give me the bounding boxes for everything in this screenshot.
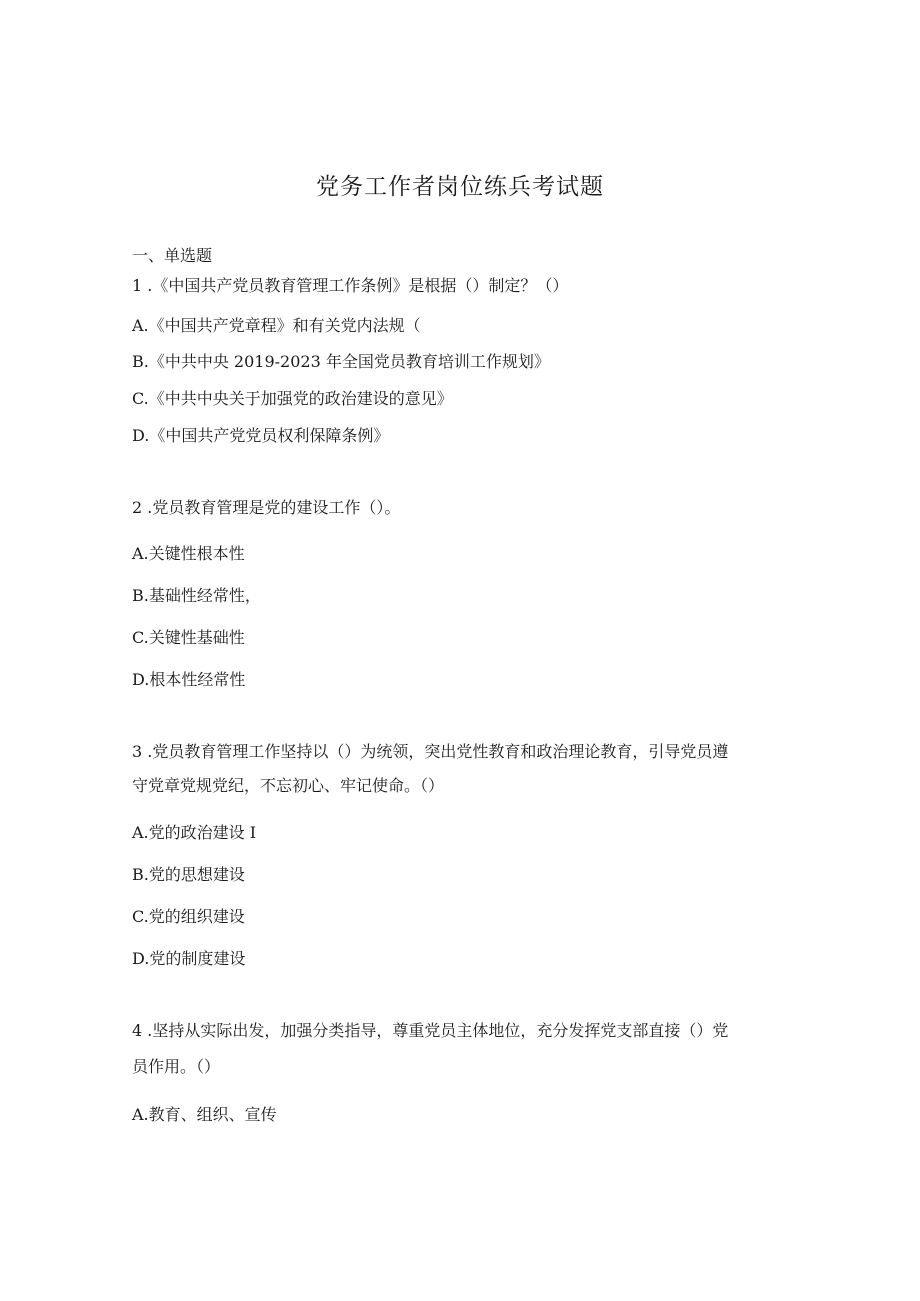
question-3-option-c: C.党的组织建设: [132, 907, 245, 926]
question-2-option-a: A.关键性根本性: [132, 544, 245, 563]
page-title: 党务工作者岗位练兵考试题: [316, 174, 604, 200]
question-1-option-b: B.《中共中央 2019-2023 年全国党员教育培训工作规划》: [132, 352, 550, 371]
question-1-option-a: A.《中国共产党章程》和有关党内法规（: [132, 316, 421, 335]
question-4-stem-line-2: 员作用。（）: [132, 1057, 221, 1076]
question-1-option-c: C.《中共中央关于加强党的政治建设的意见》: [132, 389, 453, 408]
question-1-stem: 1 .《中国共产党员教育管理工作条例》是根据（）制定？（）: [132, 276, 569, 295]
question-3-option-b: B.党的思想建设: [132, 865, 245, 884]
question-2-option-b: B.基础性经常性，: [132, 586, 261, 605]
question-3-option-d: D.党的制度建设: [132, 949, 246, 968]
question-3-stem-line-2: 守党章党规党纪，不忘初心、牢记使命。（）: [132, 776, 445, 795]
question-2-option-c: C.关键性基础性: [132, 628, 245, 647]
section-heading: 一、单选题: [132, 246, 213, 265]
question-2-stem: 2 .党员教育管理是党的建设工作（）。: [132, 498, 401, 517]
question-3-stem-line-1: 3 .党员教育管理工作坚持以（）为统领，突出党性教育和政治理论教育，引导党员遵: [132, 742, 729, 761]
question-4-stem-line-1: 4 .坚持从实际出发，加强分类指导，尊重党员主体地位，充分发挥党支部直接（）党: [132, 1021, 729, 1040]
question-3-option-a: A.党的政治建设 I: [132, 823, 257, 842]
question-2-option-d: D.根本性经常性: [132, 670, 246, 689]
question-4-option-a: A.教育、组织、宣传: [132, 1105, 277, 1124]
question-1-option-d: D.《中国共产党党员权利保障条例》: [132, 426, 390, 445]
